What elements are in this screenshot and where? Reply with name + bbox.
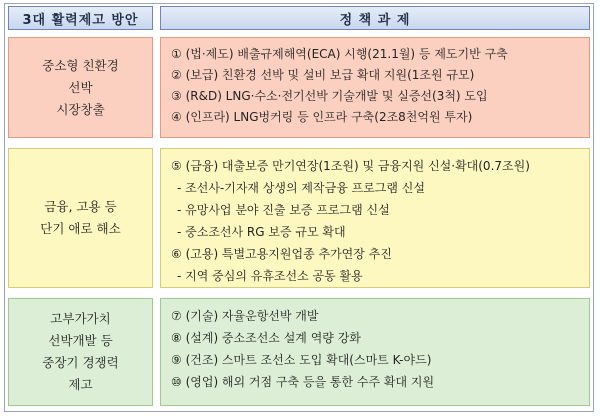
task-item: ⑩ (영업) 해외 거점 구축 등을 통한 수주 확대 지원 [171, 375, 435, 389]
category-line: 제고 [68, 377, 93, 392]
task-item: ⑤ (금융) 대출보증 만기연장(1조원) 및 금융지원 신설·확대(0.7조원) [171, 159, 530, 173]
header-policy-tasks: 정 책 과 제 [160, 6, 590, 30]
task-item: ⑨ (건조) 스마트 조선소 도입 확대(스마트 K-야드) [171, 353, 432, 367]
category-eco-ship-market [8, 37, 153, 138]
task-item: ② (보급) 친환경 선박 및 설비 보급 확대 지원(1조원 규모) [171, 68, 475, 82]
category-finance-employment [8, 148, 153, 288]
task-item: ⑥ (고용) 특별고용지원업종 추가연장 추진 [171, 247, 392, 261]
task-item: ⑦ (기술) 자율운항선박 개발 [171, 309, 319, 323]
category-line: 중장기 경쟁력 [42, 355, 119, 370]
category-line: 고부가가치 [50, 311, 111, 326]
category-line: 선박 [68, 79, 93, 95]
category-high-value-competitiveness [8, 298, 153, 406]
category-line: 단기 애로 해소 [40, 221, 121, 236]
tasks-high-value-competitiveness [160, 298, 590, 406]
header-strategy: 3대 활력제고 방안 [8, 6, 153, 30]
task-subitem: - 지역 중심의 유휴조선소 공동 활용 [177, 269, 363, 283]
tasks-finance-employment [160, 148, 590, 288]
category-line: 선박개발 등 [48, 333, 113, 348]
tasks-eco-ship-market [160, 37, 590, 138]
task-item: ① (법·제도) 배출규제해역(ECA) 시행(21.1월) 등 제도기반 구축 [171, 47, 508, 61]
task-item: ③ (R&D) LNG·수소·전기선박 기술개발 및 실증선(3척) 도입 [171, 89, 488, 103]
task-subitem: - 유망사업 분야 진출 보증 프로그램 신설 [177, 203, 390, 217]
task-subitem: - 중소조선사 RG 보증 규모 확대 [177, 225, 346, 239]
category-line: 금융, 고용 등 [44, 199, 117, 214]
category-line: 중소형 친환경 [42, 57, 119, 73]
task-subitem: - 조선사-기자재 상생의 제작금융 프로그램 신설 [177, 181, 425, 195]
task-item: ⑧ (설계) 중소조선소 설계 역량 강화 [171, 331, 361, 345]
task-item: ④ (인프라) LNG벙커링 등 인프라 구축(2조8천억원 투자) [171, 110, 473, 124]
category-line: 시장창출 [56, 101, 105, 117]
